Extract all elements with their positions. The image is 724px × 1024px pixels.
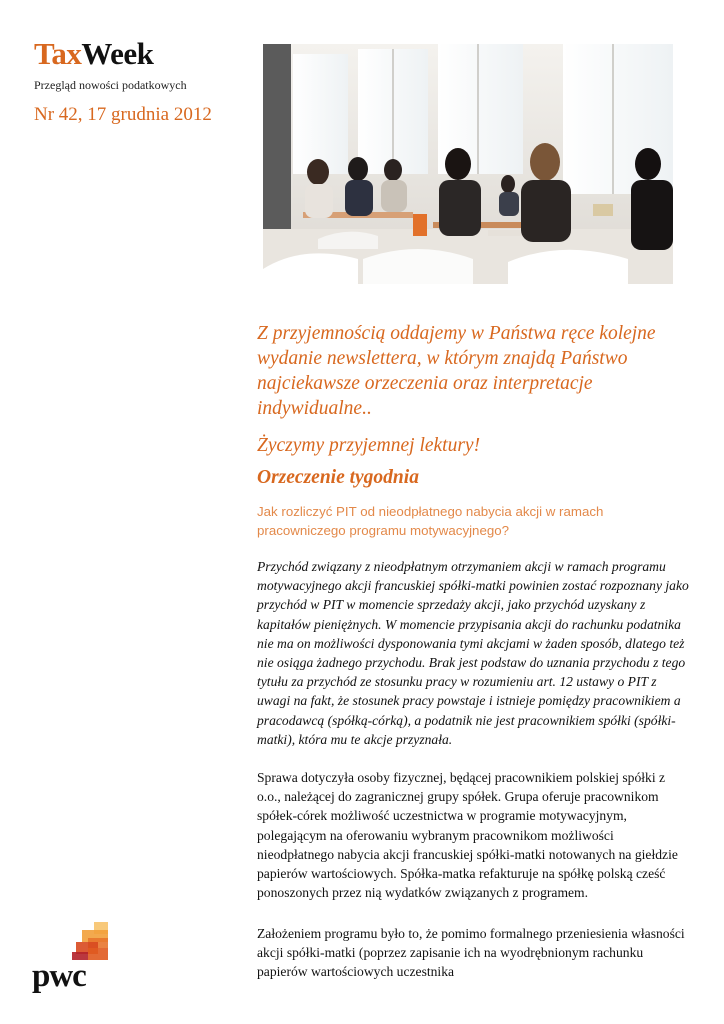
newsletter-subtitle: Przegląd nowości podatkowych bbox=[34, 78, 187, 92]
paragraph-facts bbox=[257, 768, 689, 902]
pwc-wordmark: pwc bbox=[32, 958, 86, 994]
newsletter-title bbox=[34, 38, 153, 69]
intro-text: Z przyjemnością oddajemy w Państwa ręce kolejne wydanie newslettera, w którym znajdą Państwo najciekawsze orzeczenia oraz interpretacje indywidualne.. bbox=[257, 323, 656, 419]
title-week: Week bbox=[81, 36, 154, 71]
title-tax: Tax bbox=[34, 36, 82, 71]
section-title: Orzeczenie tygodnia bbox=[257, 467, 419, 488]
office-photo bbox=[263, 44, 673, 284]
issue-number: Nr 42, 17 grudnia 2012 bbox=[34, 104, 212, 125]
pwc-logo bbox=[32, 920, 112, 1000]
paragraph-2: Sprawa dotyczyła osoby fizycznej, będącej pracownikiem polskiej spółki z o.o., należącej do zagranicznej grupy spółek. Grupa oferuje pracownikom spółek-córek możliwość uczestnictwa w programie motywacyjnym, polegającym na oferowaniu wybranym pracownikom możliwości nieodpłatnego nabycia akcji francuskiej spółki-matki notowanych na giełdzie papierów wartościowych. Spółka-matka refakturuje na spółkę polską cześć ponoszonych przez nią wydatków związanych z programem. bbox=[257, 770, 678, 901]
intro-wish: Życzymy przyjemnej lektury! bbox=[257, 435, 481, 456]
paragraph-3: Założeniem programu było to, że pomimo formalnego przeniesienia własności akcji spółki-matki (poprzez zapisanie ich na wyodrębnionym rachunku papierów wartościowych uczestnika bbox=[257, 926, 685, 980]
section-question: Jak rozliczyć PIT od nieodpłatnego nabycia akcji w ramach pracowniczego programu motywacyjnego? bbox=[257, 504, 604, 538]
paragraph-summary bbox=[257, 557, 689, 749]
paragraph-1: Przychód związany z nieodpłatnym otrzymaniem akcji w ramach programu motywacyjnego akcji francuskiej spółki-matki powinien zostać rozpoznany jako przychód w PIT w momencie sprzedaży akcji, jako przychód uzyskany z kapitałów pieniężnych. W momencie przypisania akcji do rachunku podatnika nie ma on możliwości dysponowania tymi akcjami w żaden sposób, dlatego też nie osiąga żadnego przychodu. Brak jest podstaw do uznania przychodu z tego tytułu za przychód ze stosunku pracy w rozumieniu art. 12 ustawy o PIT z uwagi na fakt, że stosunek pracy powstaje i istnieje pomiędzy pracownikiem a pracodawcą (spółką-córką), a podatnik nie jest pracownikiem spółki (spółki-matki), która mu te akcje przyznała. bbox=[257, 559, 689, 747]
paragraph-program bbox=[257, 924, 689, 982]
intro-block bbox=[257, 321, 677, 458]
